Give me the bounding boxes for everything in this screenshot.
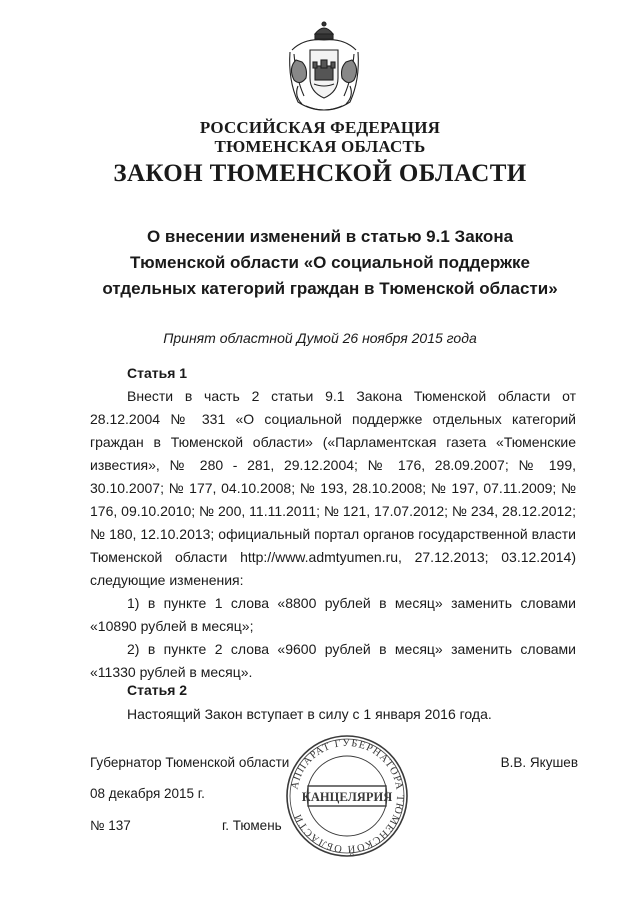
article-1-title: Статья 1 <box>127 365 188 381</box>
signing-city: г. Тюмень <box>222 818 282 833</box>
adoption-note: Принят областной Думой 26 ноября 2015 года <box>163 330 477 346</box>
article-2-title: Статья 2 <box>127 682 188 698</box>
subject-line: Тюменской области «О социальной поддержке <box>129 253 531 272</box>
article-1-item-2: 2) в пункте 2 слова «9600 рублей в месяц» заменить словами «11330 рублей в месяц». <box>90 641 576 680</box>
document-type-heading: ЗАКОН ТЮМЕНСКОЙ ОБЛАСТИ <box>113 160 527 187</box>
stamp-center-text: КАНЦЕЛЯРИЯ <box>301 790 393 804</box>
stamp-ring-text: АППАРАТ ГУБЕРНАТОРА ТЮМЕНСКОЙ ОБЛАСТИ <box>289 737 406 855</box>
law-number: № 137 <box>90 818 131 833</box>
country-heading: РОССИЙСКАЯ ФЕДЕРАЦИЯ <box>199 118 441 137</box>
article-2-text: Настоящий Закон вступает в силу с 1 января 2016 года. <box>127 706 492 722</box>
region-heading: ТЮМЕНСКАЯ ОБЛАСТЬ <box>214 137 426 156</box>
law-subject <box>90 224 570 302</box>
signing-date: 08 декабря 2015 г. <box>90 786 205 801</box>
official-stamp-icon <box>284 733 410 859</box>
subject-line: отдельных категорий граждан в Тюменской области» <box>102 279 558 298</box>
article-1-item-1: 1) в пункте 1 слова «8800 рублей в месяц» заменить словами «10890 рублей в месяц»; <box>90 595 576 634</box>
coat-of-arms-icon <box>284 20 364 114</box>
article-1-body <box>90 385 576 684</box>
signatory-position: Губернатор Тюменской области <box>90 755 290 770</box>
article-1-intro: Внести в часть 2 статьи 9.1 Закона Тюменской области от 28.12.2004 № 331 «О социальной поддержке отдельных категорий граждан в Тюменской области» («Парламентская газета «Тюменские известия», № 280 - 281, 29.12.2004; № 176, 28.09.2007; № 199, 30.10.2007; № 177, 04.10.2008; № 193, 28.10.2008; № 197, 07.11.2009; № 176, 09.10.2010; № 200, 11.11.2011; № 121, 17.07.2012; № 234, 28.12.2012; № 180, 12.10.2013; официальный портал органов государственной власти Тюменской области http://www.admtyumen.ru, 27.12.2013; 03.12.2014) следующие изменения: <box>90 388 576 588</box>
signatory-name: В.В. Якушев <box>500 755 578 770</box>
article-2-body <box>90 703 576 726</box>
subject-line: О внесении изменений в статью 9.1 Закона <box>146 227 514 246</box>
